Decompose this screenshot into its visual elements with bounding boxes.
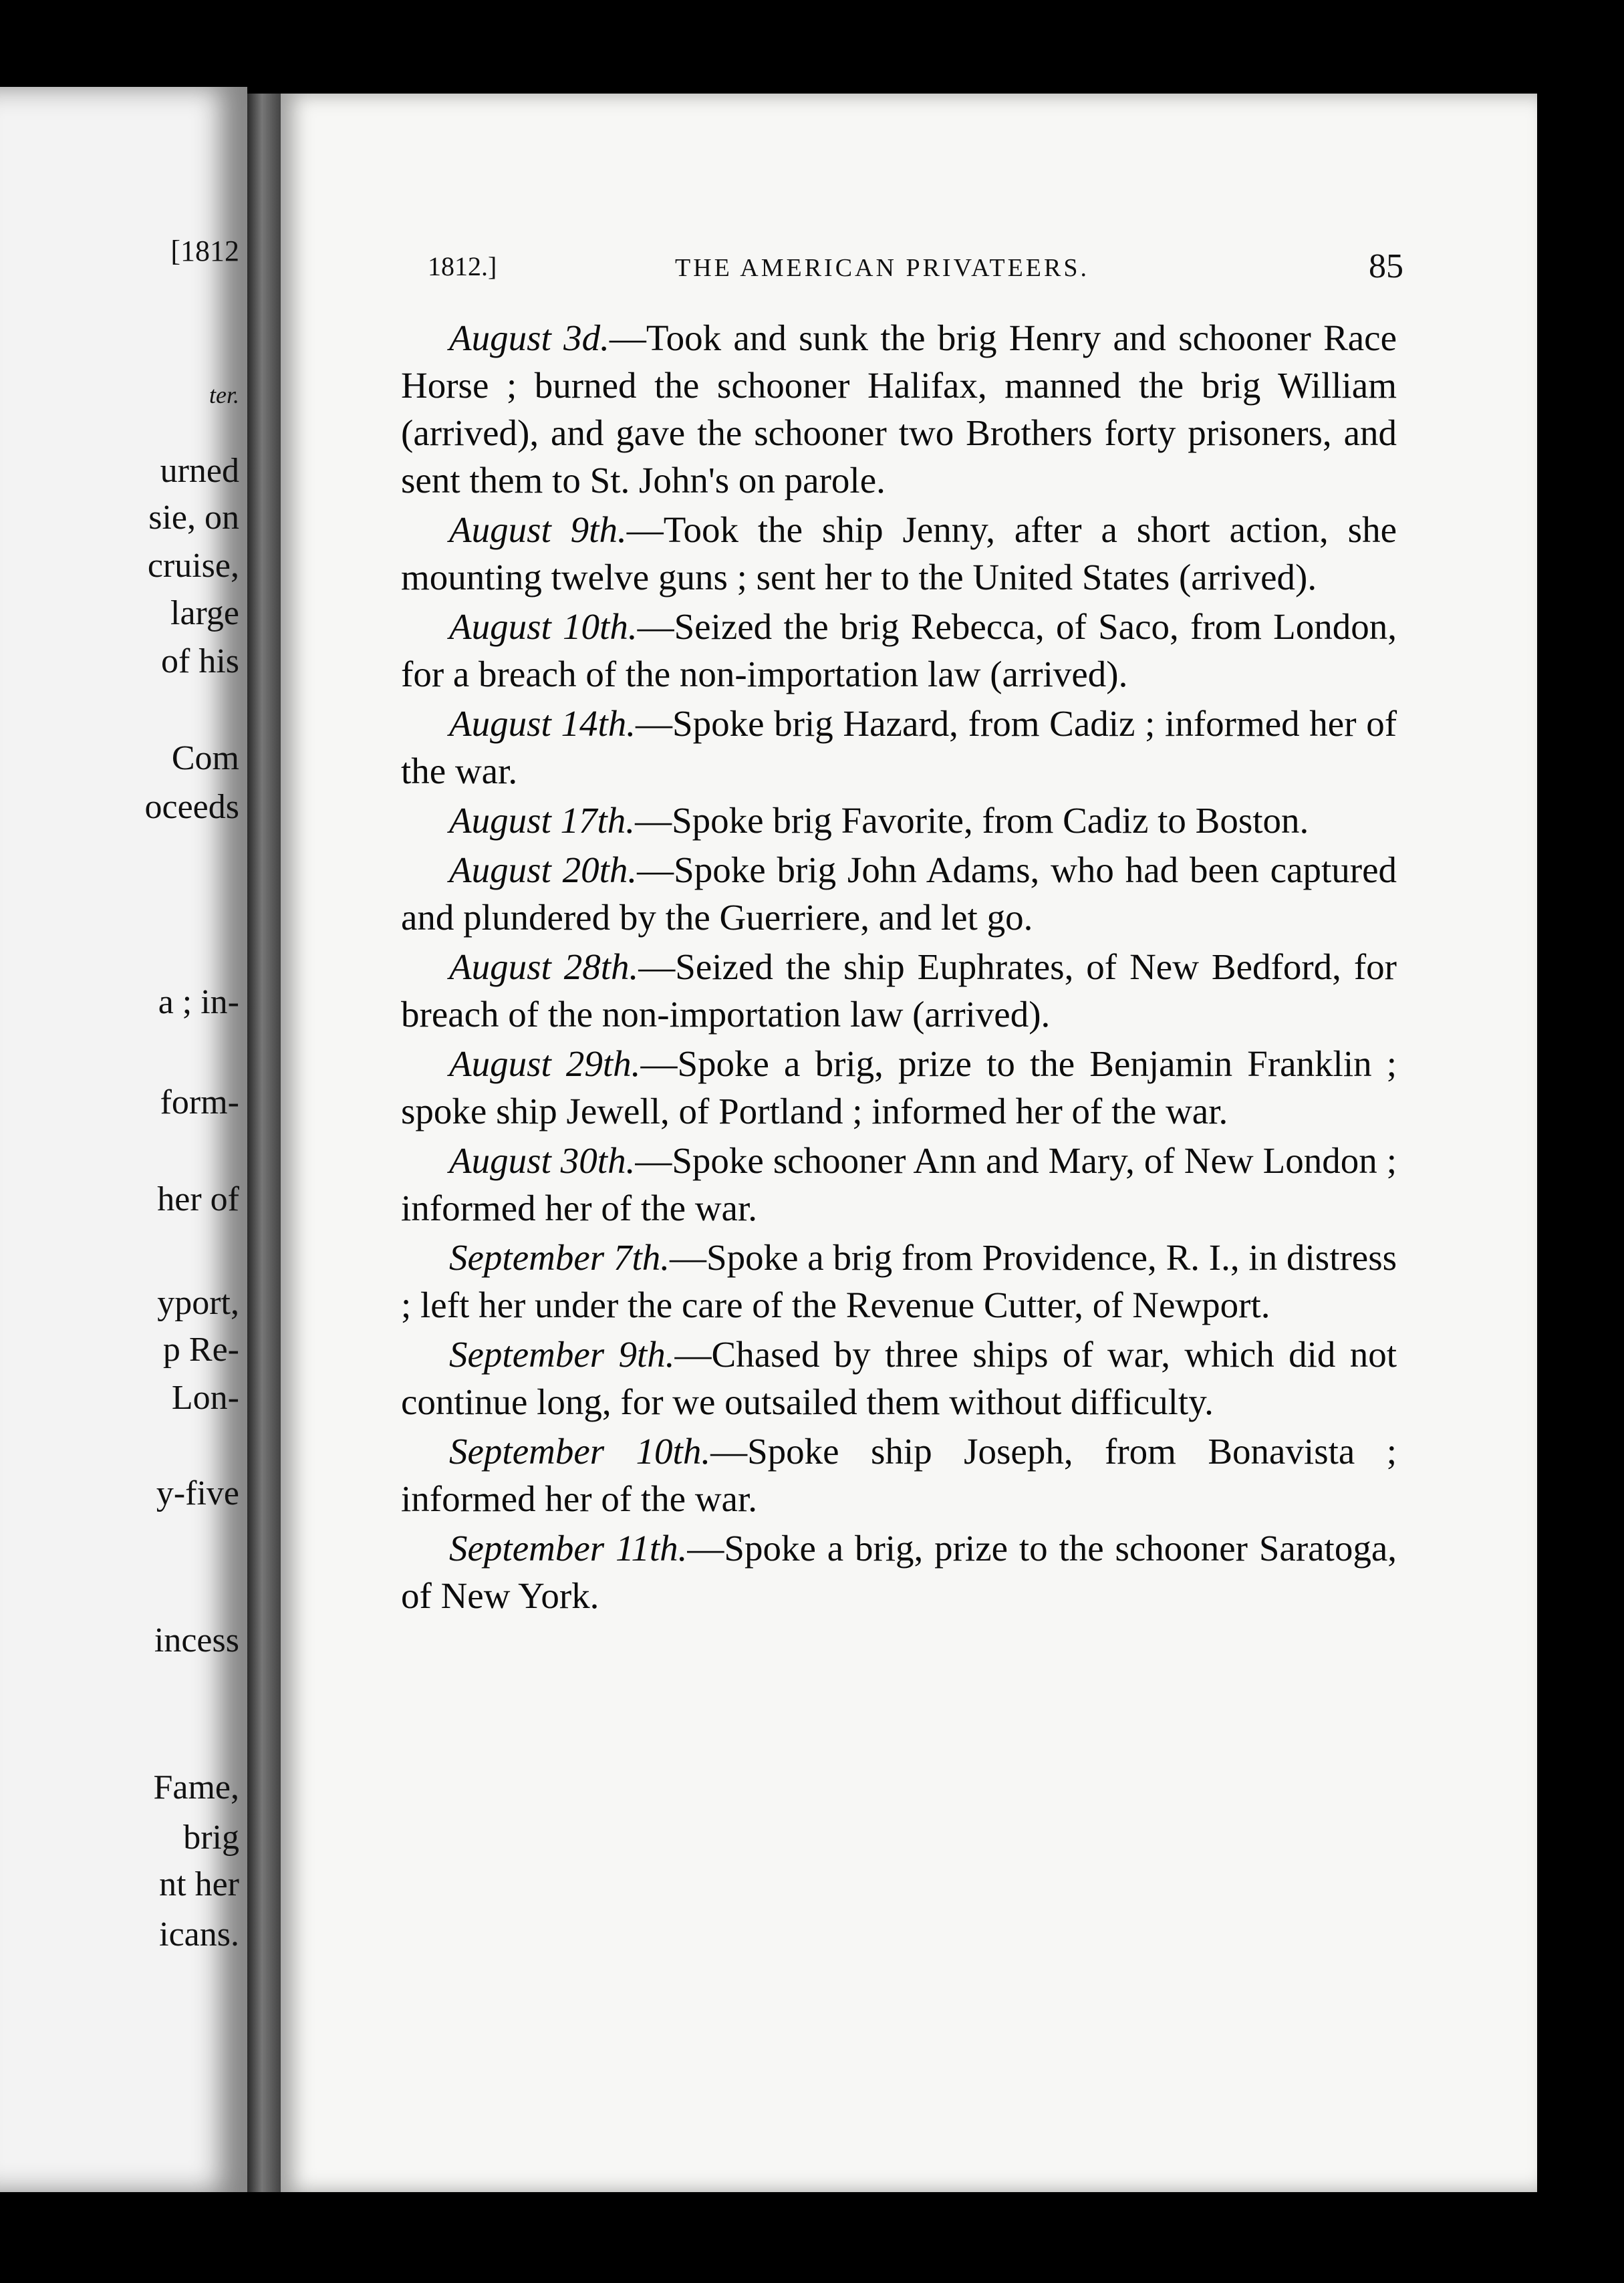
left-page [0, 87, 247, 2192]
left-page-fragment: Lon- [171, 1379, 239, 1417]
entry-date: September 7th. [449, 1237, 670, 1278]
entry-date: August 3d. [449, 317, 610, 358]
journal-entry [401, 1428, 1397, 1522]
entry-date: August 28th. [449, 946, 639, 987]
journal-entry [401, 1137, 1397, 1232]
running-head-year: 1812.] [428, 251, 497, 281]
journal-entry [401, 1524, 1397, 1619]
right-page [281, 94, 1537, 2192]
left-page-fragment: form- [160, 1083, 239, 1121]
entry-date: August 9th. [449, 509, 627, 550]
left-page-fragment: urned [160, 452, 239, 490]
entry-text: —Seized the ship Euphrates, of New Bedford, for breach of the non-importation law (arrived). [401, 946, 1397, 1035]
entry-text: —Spoke brig John Adams, who had been captured and plundered by the Guerriere, and let go. [401, 849, 1397, 938]
journal-entries [401, 314, 1397, 1621]
journal-entry [401, 314, 1397, 504]
entry-text: —Spoke a brig from Providence, R. I., in distress ; left her under the care of the Revenue Cutter, of Newport. [401, 1237, 1397, 1325]
left-page-fragment: yport, [157, 1284, 239, 1322]
journal-entry [401, 506, 1397, 601]
left-page-fragment: ter. [209, 382, 239, 408]
journal-entry [401, 1040, 1397, 1135]
entry-text: —Spoke ship Joseph, from Bonavista ; informed her of the war. [401, 1431, 1397, 1519]
left-page-fragment: nt her [159, 1865, 239, 1903]
entry-date: August 17th. [449, 800, 636, 841]
left-page-fragment: Com [171, 739, 239, 777]
entry-text: —Seized the brig Rebecca, of Saco, from London, for a breach of the non-importation law (arrived). [401, 606, 1397, 694]
entry-text: —Spoke a brig, prize to the schooner Saratoga, of New York. [401, 1528, 1397, 1616]
left-page-fragment: large [170, 594, 239, 632]
entry-text: —Took and sunk the brig Henry and schooner Race Horse ; burned the schooner Halifax, manned the brig William (arrived), and gave the schooner two Brothers forty prisoners, and sent them to St. John's on parole. [401, 317, 1397, 501]
left-page-fragment: brig [183, 1819, 239, 1857]
left-page-fragment: Fame, [153, 1768, 239, 1806]
entry-date: September 10th. [449, 1431, 711, 1472]
entry-date: September 11th. [449, 1528, 688, 1569]
page-number: 85 [1369, 247, 1403, 285]
left-page-fragment: of his [161, 642, 239, 680]
entry-text: —Spoke a brig, prize to the Benjamin Franklin ; spoke ship Jewell, of Portland ; informed her of the war. [401, 1043, 1397, 1131]
entry-text: —Chased by three ships of war, which did not continue long, for we outsailed them without difficulty. [401, 1334, 1397, 1422]
entry-text: —Spoke schooner Ann and Mary, of New London ; informed her of the war. [401, 1140, 1397, 1228]
left-page-fragment: a ; in- [158, 983, 239, 1021]
entry-date: August 30th. [449, 1140, 636, 1181]
entry-date: September 9th. [449, 1334, 675, 1375]
left-page-fragment: p Re- [162, 1331, 239, 1369]
journal-entry [401, 1331, 1397, 1426]
entry-text: —Spoke brig Favorite, from Cadiz to Boston. [635, 800, 1309, 841]
entry-text: —Took the ship Jenny, after a short action, she mounting twelve guns ; sent her to the United States (arrived). [401, 509, 1397, 597]
entry-date: August 14th. [449, 703, 636, 744]
journal-entry [401, 797, 1397, 844]
entry-date: August 10th. [449, 606, 638, 647]
left-page-header: [1812 [170, 235, 239, 267]
journal-entry [401, 1234, 1397, 1329]
left-page-fragment: her of [157, 1180, 239, 1218]
left-page-fragment: y-five [156, 1474, 239, 1512]
left-page-fragment: icans. [159, 1915, 239, 1954]
journal-entry [401, 846, 1397, 941]
journal-entry [401, 603, 1397, 698]
journal-entry [401, 700, 1397, 795]
entry-text: —Spoke brig Hazard, from Cadiz ; informed her of the war. [401, 703, 1397, 791]
left-page-fragment: oceeds [144, 788, 239, 826]
entry-date: August 29th. [449, 1043, 641, 1084]
journal-entry [401, 943, 1397, 1038]
entry-date: August 20th. [449, 849, 638, 890]
left-page-fragment: cruise, [147, 547, 239, 585]
left-page-fragment: sie, on [148, 499, 239, 537]
running-head [428, 247, 1403, 291]
running-head-title: THE AMERICAN PRIVATEERS. [675, 254, 1089, 282]
left-page-fragment: incess [154, 1621, 239, 1659]
book-gutter [247, 94, 284, 2192]
